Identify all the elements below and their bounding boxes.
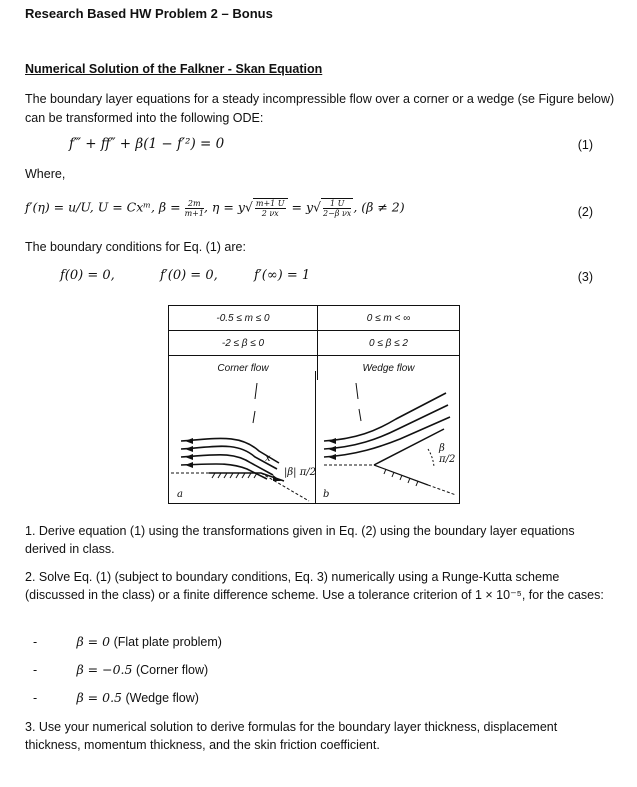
sqrt1-denominator: 2 νx [261,209,279,218]
panel-a-label: a [177,489,183,500]
case-3-dash: - [33,691,38,705]
eq2-mid: = y [287,199,314,215]
eq2-condition: , (β ≠ 2) [353,199,405,215]
figure-table [168,305,460,380]
case-corner-flow [33,662,208,677]
corner-flow-label: Corner flow [169,356,318,381]
corner-beta-angle: |β| π/2 [284,467,317,478]
case-1-dash: - [33,635,38,649]
eq2-lhs: f′(η) = u/U, U = Cxᵐ, β = [25,199,181,215]
case-1-beta: β = 0 [76,634,111,649]
bc-1: f(0) = 0, [60,268,115,283]
left-m-range: -0.5 ≤ m ≤ 0 [169,306,318,331]
bc-2: f′(0) = 0, [160,268,218,283]
document-title: Research Based HW Problem 2 – Bonus [25,6,273,21]
case-wedge-flow [33,690,199,705]
equation-2: f′(η) = u/U, U = Cxᵐ, β = $\frac{2m}{m+1}$ , η = y√ $\frac{m+1 U}{2 \nu x}$ = y√ $\frac{1 U}{\text{2−β νx}}$ , (β ≠ 2) [25,198,405,218]
bc-intro: The boundary conditions for Eq. (1) are: [25,240,246,254]
case-3-beta: β = 0.5 [76,690,123,705]
case-1-desc: (Flat plate problem) [113,635,222,649]
task-2-text: 2. Solve Eq. (1) (subject to boundary conditions, Eq. 3) numerically using a Runge-Kutta scheme (discussed in the class) or a finite difference scheme. Use a tolerance criterion of 1 × 10⁻⁵, for the cases: [25,570,604,602]
case-2-dash: - [33,663,38,677]
panel-b-label: b [323,489,330,500]
equation-2-number: (2) [577,205,593,219]
task-3 [25,718,605,754]
figure-sketch-frame [168,371,460,504]
figure-corner-wedge [168,305,460,505]
section-title: Numerical Solution of the Falkner - Skan Equation [25,62,323,76]
wedge-flow-label: Wedge flow [318,356,460,381]
bc-3: f′(∞) = 1 [254,268,311,283]
task-1 [25,522,605,558]
sqrt2-denominator: 2−β νx [322,209,352,218]
right-beta-range: 0 ≤ β ≤ 2 [318,331,460,356]
case-flat-plate [33,634,222,649]
corner-flow-sketch [169,371,315,503]
right-m-range: 0 ≤ m < ∞ [318,306,460,331]
case-2-desc: (Corner flow) [135,663,209,677]
wedge-flow-sketch [316,371,459,503]
wedge-beta-angle: β π/2 [439,443,456,465]
beta-fraction [185,199,204,218]
beta-denominator: m+1 [184,208,204,218]
equation-1: f‴ + ff″ + β(1 − f′²) = 0 [69,136,225,152]
where-label: Where, [25,167,66,181]
sqrt1-fraction [255,199,286,218]
task-2 [25,568,605,604]
left-beta-range: -2 ≤ β ≤ 0 [169,331,318,356]
sqrt1-numerator: m+1 U [255,199,285,208]
eq2-eta-lhs: , η = y [203,199,245,215]
sqrt2-fraction [323,199,351,218]
intro-paragraph: The boundary layer equations for a steady incompressible flow over a corner or a wedge (se Figure below) can be transformed into the following ODE: [25,92,615,125]
case-3-desc: (Wedge flow) [125,691,199,705]
task-1-text: 1. Derive equation (1) using the transformations given in Eq. (2) using the boundary layer equations derived in class. [25,524,575,556]
case-2-beta: β = −0.5 [76,662,133,677]
beta-numerator: 2m [185,199,204,209]
equation-1-number: (1) [577,138,593,152]
equation-3-number: (3) [577,270,593,284]
task-3-text: 3. Use your numerical solution to derive formulas for the boundary layer thickness, displacement thickness, momentum thickness, and the skin friction coefficient. [25,720,558,752]
sqrt2-numerator: 1 U [323,199,351,209]
corner-x-label: x [265,453,271,464]
